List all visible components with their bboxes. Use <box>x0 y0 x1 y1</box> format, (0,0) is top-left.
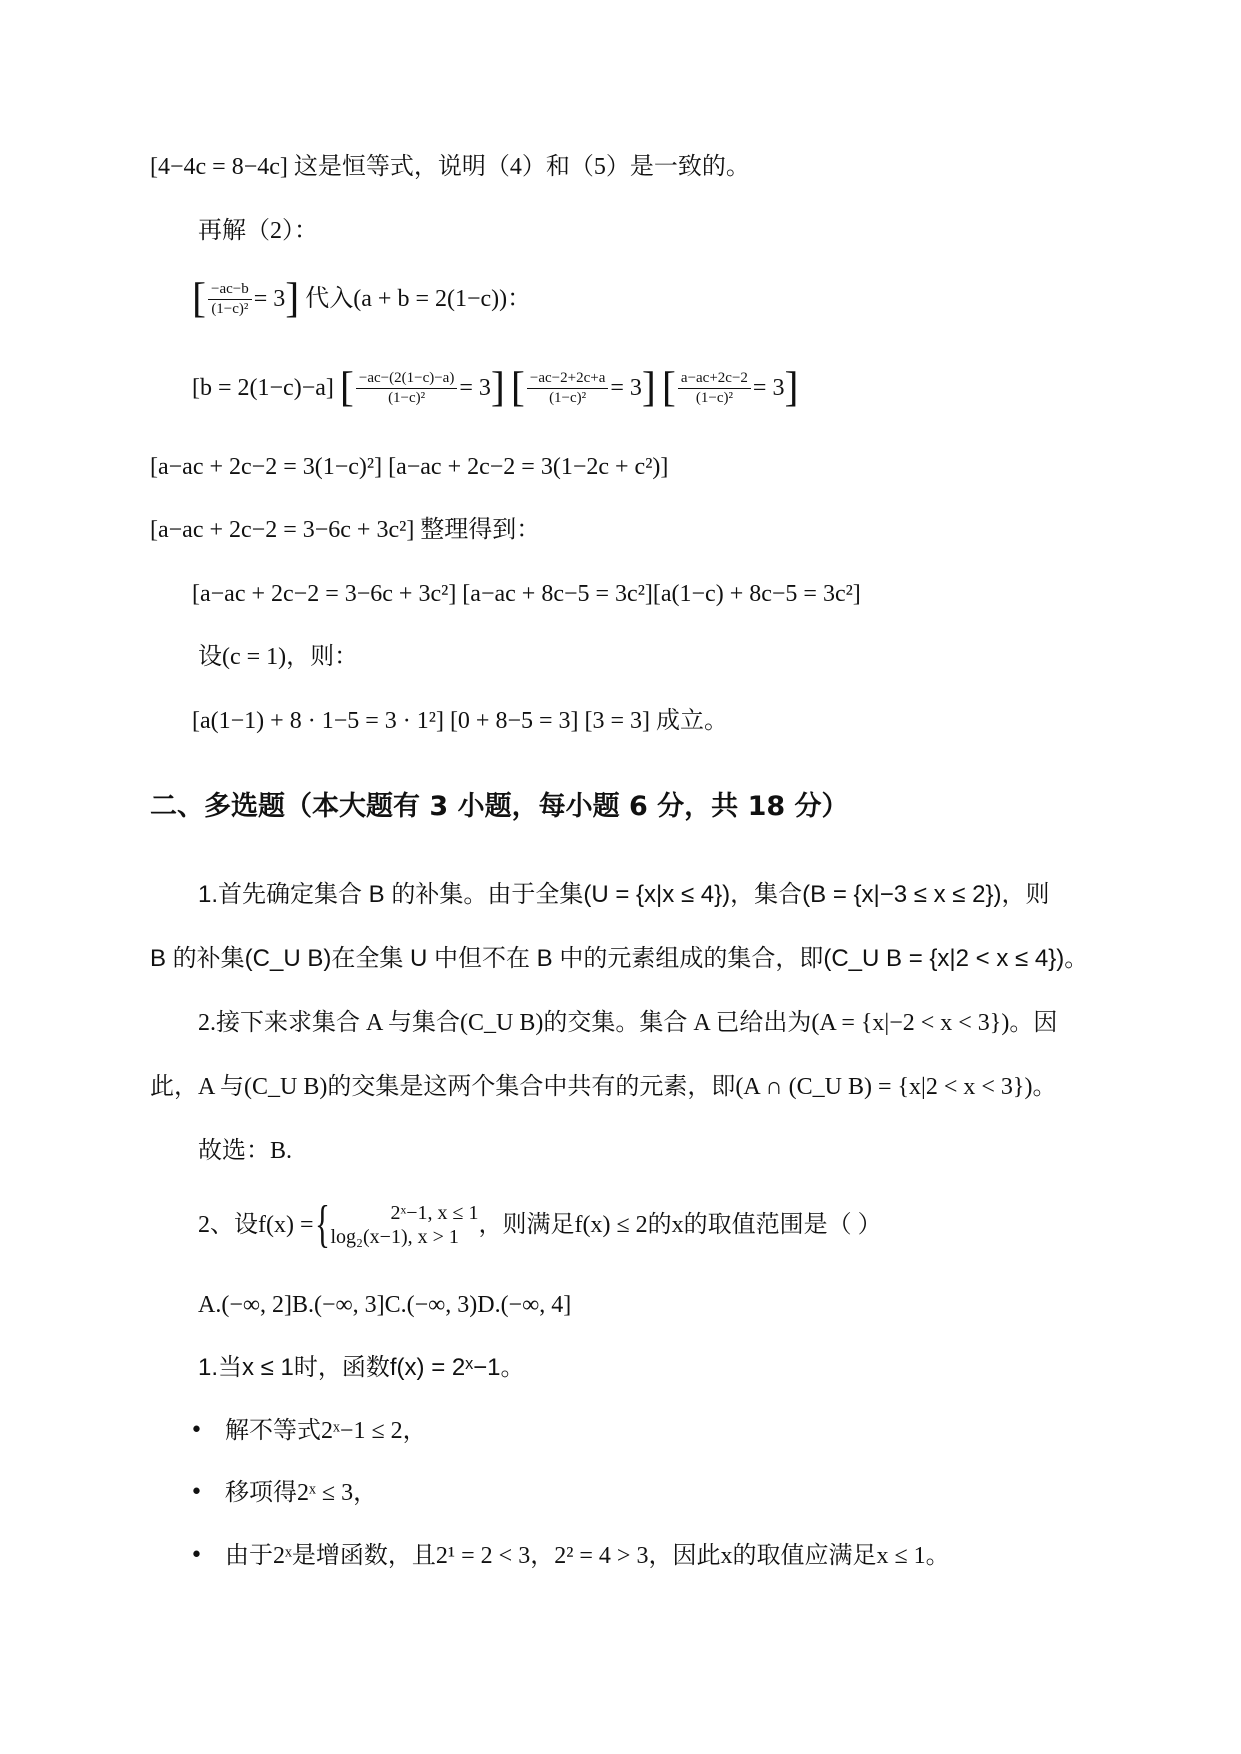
question-lead: 2、设f(x) = <box>198 1212 314 1238</box>
list-item: 解不等式2ˣ−1 ≤ 2， <box>225 1418 427 1444</box>
bullet-icon: • <box>190 1418 203 1443</box>
bracket-close: ] <box>784 365 799 411</box>
paragraph-complement-1: 1.首先确定集合 B 的补集。由于全集(U = {x|x ≤ 4})，集合(B = {x|−3 ≤ x ≤ 2})，则 <box>198 881 1050 908</box>
text-line-resolve: 再解（2）： <box>198 218 318 244</box>
case-2: log₂(x−1), x > 1 <box>330 1226 459 1248</box>
fraction-numerator: −ac−2+2c+a <box>527 370 608 389</box>
section-heading: 二、多选题（本大题有 3 小题，每小题 6 分，共 18 分） <box>150 791 849 822</box>
bracket-close: ] <box>490 365 505 411</box>
fraction-denominator: (1−c)² <box>211 300 249 317</box>
equation-line-fraction <box>192 276 532 322</box>
equals-value: = 3 <box>253 286 286 312</box>
case-1: 2ˣ−1, x ≤ 1 <box>390 1202 479 1224</box>
fraction-3 <box>678 370 751 407</box>
equals-value: = 3 <box>610 375 642 401</box>
substitute-text: 代入(a + b = 2(1−c))： <box>305 286 532 312</box>
bracket-open: [ <box>661 365 676 411</box>
bullet-icon: • <box>190 1543 203 1568</box>
paragraph-complement-2: B 的补集(C_U B)在全集 U 中但不在 B 中的元素组成的集合，即(C_U B = {x|2 < x ≤ 4})。 <box>150 945 1089 972</box>
piecewise-cases <box>330 1201 478 1249</box>
equation-line-rearrange: [a−ac + 2c−2 = 3−6c + 3c²] [a−ac + 8c−5 = 3c²][a(1−c) + 8c−5 = 3c²] <box>192 581 861 607</box>
equation-line-expand: [a−ac + 2c−2 = 3(1−c)²] [a−ac + 2c−2 = 3(1−2c + c²)] <box>150 454 669 480</box>
question-tail: ，则满足f(x) ≤ 2的x的取值范围是（ ） <box>478 1212 882 1238</box>
list-item: 移项得2ˣ ≤ 3， <box>225 1480 378 1506</box>
fraction-denominator: (1−c)² <box>549 389 587 406</box>
answer-line: 故选：B. <box>198 1138 293 1164</box>
paragraph-intersection-1: 2.接下来求集合 A 与集合(C_U B)的交集。集合 A 已给出为(A = {x|−2 < x < 3})。因 <box>198 1010 1058 1036</box>
b-expression: [b = 2(1−c)−a] <box>192 375 334 401</box>
equals-value: = 3 <box>459 375 491 401</box>
bracket-open: [ <box>192 276 206 322</box>
equation-line-verify: [a(1−1) + 8 · 1−5 = 3 · 1²] [0 + 8−5 = 3] [3 = 3] 成立。 <box>192 708 729 734</box>
list-item: 由于2ˣ是增函数，且2¹ = 2 < 3，2² = 4 > 3，因此x的取值应满足x ≤ 1。 <box>225 1543 950 1569</box>
question-2 <box>198 1196 882 1253</box>
equals-value: = 3 <box>752 375 785 401</box>
fraction <box>208 281 252 318</box>
text-line-set-c: 设(c = 1)，则： <box>198 644 359 670</box>
options-line: A.(−∞, 2]B.(−∞, 3]C.(−∞, 3)D.(−∞, 4] <box>198 1292 572 1318</box>
brace: { <box>314 1196 330 1253</box>
paragraph-intersection-2: 此，A 与(C_U B)的交集是这两个集合中共有的元素，即(A ∩ (C_U B) = {x|2 < x < 3})。 <box>150 1074 1057 1100</box>
fraction-numerator: −ac−b <box>208 281 252 300</box>
fraction-denominator: (1−c)² <box>695 389 733 406</box>
fraction-2 <box>527 370 608 407</box>
fraction-numerator: −ac−(2(1−c)−a) <box>356 370 457 389</box>
bracket-open: [ <box>339 365 354 411</box>
equation-line-substitution <box>192 365 799 411</box>
equation-line-simplify: [a−ac + 2c−2 = 3−6c + 3c²] 整理得到： <box>150 517 541 543</box>
bracket-close: ] <box>641 365 656 411</box>
text-line-identity: [4−4c = 8−4c] 这是恒等式，说明（4）和（5）是一致的。 <box>150 154 750 180</box>
fraction-1 <box>356 370 457 407</box>
bracket-close: ] <box>285 276 300 322</box>
bullet-icon: • <box>190 1480 203 1505</box>
bracket-open: [ <box>510 365 525 411</box>
solution-step-1: 1.当x ≤ 1时，函数f(x) = 2ˣ−1。 <box>198 1354 525 1381</box>
fraction-numerator: a−ac+2c−2 <box>678 370 751 389</box>
fraction-denominator: (1−c)² <box>388 389 426 406</box>
